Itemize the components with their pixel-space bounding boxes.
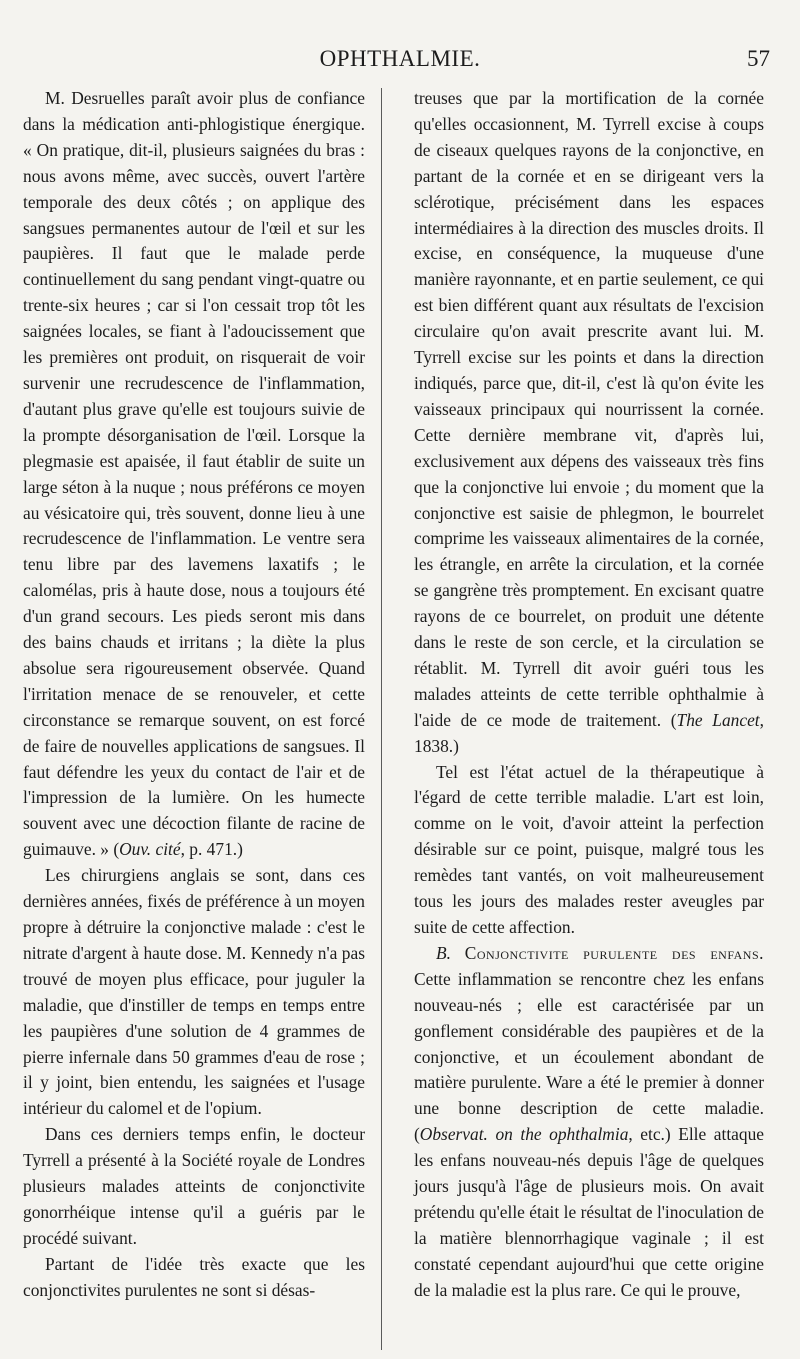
section-conjonctivite-enfans [414, 941, 764, 1304]
paragraph-continuation [414, 86, 764, 760]
paragraph-anglais: Les chirurgiens anglais se sont, dans ces dernières années, fixés de préférence à un moyen propre à détruire la conjonctive malade : c'est le nitrate d'argent à haute dose. M. Kennedy n'a pas trouvé de moyen plus efficace, pour juguler la maladie, que d'instiller de temps en temps entre les paupières d'une solution de 4 grammes de pierre infernale dans 50 grammes d'eau de rose ; il y joint, bien entendu, les saignées et l'usage intérieur du calomel et de l'opium. [23, 865, 365, 1119]
page-number: 57 [747, 46, 770, 71]
citation-text: , 1838.) [414, 709, 765, 756]
paragraph-partant: Partant de l'idée très exacte que les conjonctivites purulentes ne sont si désas- [23, 1253, 365, 1300]
left-column [23, 86, 365, 1304]
citation-title: Ouv. cité [119, 839, 181, 860]
paragraph-text: Cette inflammation se rencontre chez les enfans nouveau-nés ; elle est caractérisée par un gonflement considérable des paupières et de la conjonctive, et un écoulement abondant de matière purulente. Ware a été le premier à donner une bonne description de cette maladie. ( [414, 968, 764, 1145]
right-column [414, 86, 764, 1304]
paragraph-text: M. Desruelles paraît avoir plus de confiance dans la médication anti-phlogistique énergique. « On pratique, dit-il, plusieurs saignées du bras : nous avons même, avec succès, ouvert l'artère temporale des deux côtés ; on applique des sangsues permanentes autour de l'œil et sur les paupières. Il faut que le malade perde continuellement du sang pendant vingt-quatre ou trente-six heures ; car si l'on cessait trop tôt les saignées locales, se fiant à l'adoucissement que les premières ont produit, on risquerait de voir survenir une recrudescence de l'inflammation, d'autant plus grave qu'elle est toujours suivie de la prompte désorganisation de l'œil. Lorsque la plegmasie est apaisée, il faut établir de suite un large séton à la nuque ; nous préférons ce moyen au vésicatoire qui, très souvent, donne lieu à une recrudescence de l'inflammation. Le ventre sera tenu libre par des lavemens laxatifs ; le calomélas, pris à haute dose, nous a toujours été d'un grand secours. Les pieds seront mis dans des bains chauds et irritans ; la diète la plus absolue sera rigoureusement observée. Quand l'irritation menace de se renouveler, et cette circonstance se remarque souvent, on est forcé de faire de nouvelles applications de sangsues. Il faut défendre les yeux du contact de l'air et de l'impression de la lumière. On les humecte souvent avec une décoction filante de racine de guimauve. » ( [23, 88, 365, 860]
paragraph-text: treuses que par la mortification de la cornée qu'elles occasionnent, M. Tyrrell excise à coups de ciseaux quelques rayons de la conjonctive, en partant de la cornée et en se dirigeant vers la sclérotique, précisément dans les espaces intermédiaires à la direction des muscles droits. Il excise, en conséquence, la muqueuse d'une manière rayonnante, et en partie seulement, ce qui est bien différent quant aux résultats de l'excision circulaire qu'on avait prescrite avant lui. M. Tyrrell excise sur les points et dans la direction indiqués, parce que, dit-il, c'est là qu'on évite les vaisseaux principaux qui nourrissent la cornée. Cette dernière membrane vit, d'après lui, exclusivement aux dépens des vaisseaux très fins que la conjonctive lui envoie ; du moment que la conjonctive est saisie de phlegmon, le bourrelet comprime les vaisseaux alimentaires de la cornée, les étrangle, en arrête la circulation, et la cornée se gangrène très promptement. En excisant quatre rayons de ce bourrelet, on produit une détente dans le reste de son cercle, et la circulation se rétablit. M. Tyrrell dit avoir guéri tous les malades atteints de cette terrible ophthalmie à l'aide de ce mode de traitement. ( [414, 88, 764, 730]
page-title: OPHTHALMIE. [319, 46, 481, 71]
column-divider [381, 88, 382, 1350]
citation-text: , p. 471.) [180, 839, 243, 860]
section-heading: Conjonctivite purulente des enfans. [464, 942, 764, 963]
paragraph-text: , etc.) Elle attaque les enfans nouveau-nés depuis l'âge de quelques jours jusqu'à l'âge de plusieurs mois. On avait prétendu qu'elle était le résultat de l'inoculation de la matière blennorrhagique vaginale ; il est constaté cependant aujourd'hui que cette origine de la maladie est la plus rare. Ce qui le prouve, [414, 1124, 764, 1300]
citation-title: Observat. on the ophthalmia [419, 1124, 629, 1145]
section-label: B. [436, 942, 451, 963]
running-head [30, 46, 770, 78]
citation-title: The Lancet [676, 709, 760, 730]
paragraph-therapeutique: Tel est l'état actuel de la thérapeutique à l'égard de cette terrible maladie. L'art est loin, comme on le voit, d'avoir atteint la perfection désirable sur ce point, puisque, malgré tous les remèdes tant vantés, on voit malheureusement tous les jours des malades rester aveugles par suite de cette affection. [414, 761, 764, 937]
paragraph-tyrrell: Dans ces derniers temps enfin, le docteur Tyrrell a présenté à la Société royale de Londres plusieurs malades atteints de conjonctivite gonorrhéique intense qu'il a guéris par le procédé suivant. [23, 1124, 365, 1248]
paragraph-desruelles [23, 86, 365, 863]
